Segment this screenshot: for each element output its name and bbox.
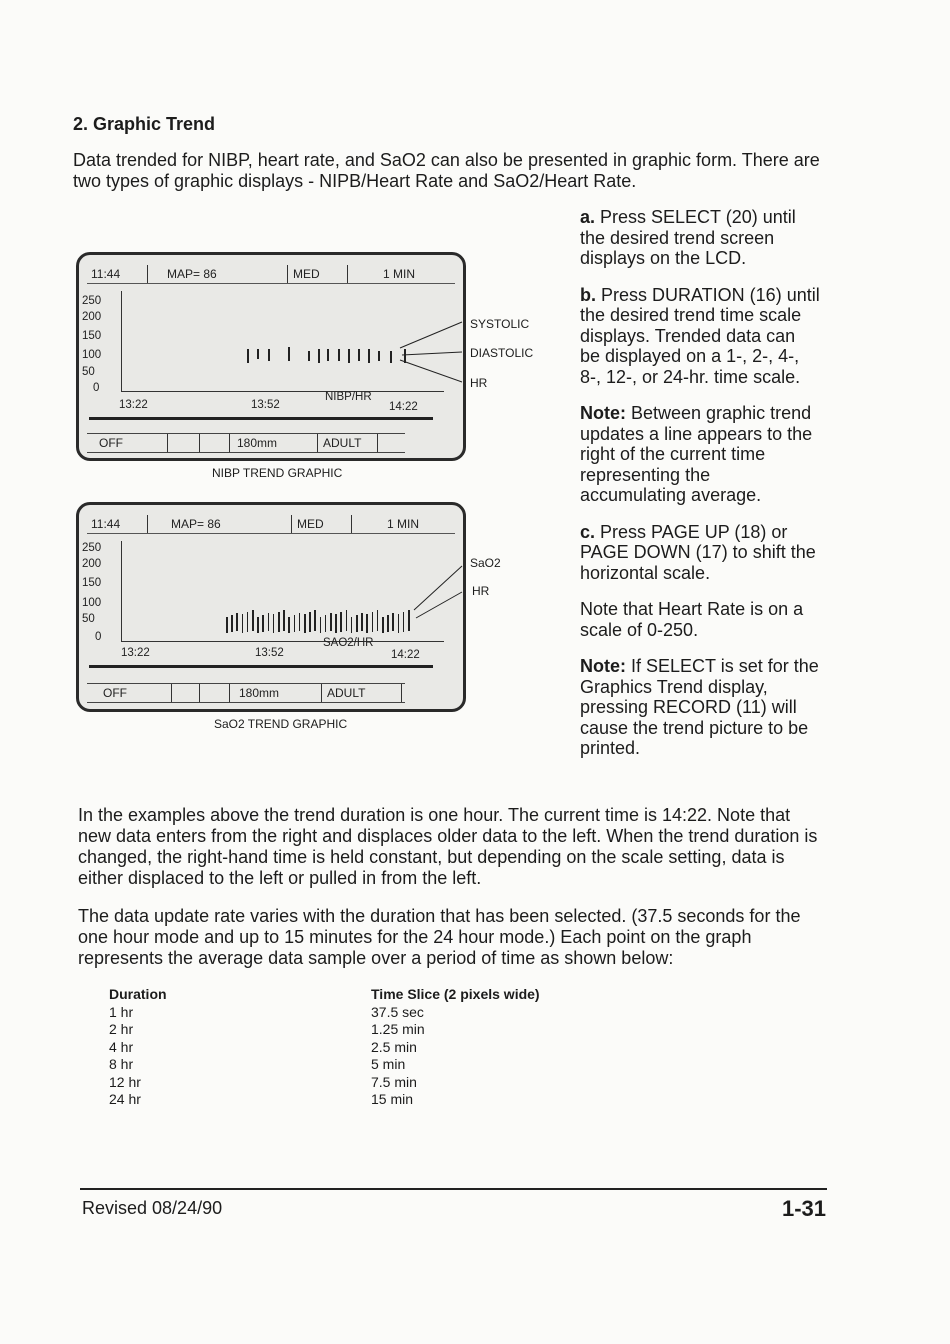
sao2-caption: SaO2 TREND GRAPHIC: [214, 717, 348, 731]
lcd-time: 11:44: [91, 517, 121, 531]
time-slice-cell: 2.5 min: [371, 1038, 417, 1055]
step-c: [580, 522, 820, 584]
time-slice-cell: 15 min: [371, 1091, 414, 1107]
trend-bar: [325, 615, 327, 632]
nibp-caption: NIBP TREND GRAPHIC: [212, 466, 343, 480]
y-label: 200: [82, 311, 102, 323]
y-label: 100: [82, 597, 102, 609]
y-label: 150: [82, 577, 102, 589]
trend-bar: [273, 614, 275, 633]
lcd-speed: MED: [297, 517, 324, 531]
lcd-footer-patient: ADULT: [323, 436, 362, 450]
note-2-label: Note:: [580, 656, 626, 676]
section-heading: 2. Graphic Trend: [73, 114, 216, 134]
trend-bar: [377, 610, 379, 631]
lcd-footer-patient: ADULT: [327, 686, 366, 700]
duration-header: Duration: [109, 986, 167, 1002]
lcd-header: [87, 265, 455, 284]
lcd-time: 11:44: [91, 267, 121, 281]
trend-bar: [231, 615, 233, 632]
step-a: [580, 207, 820, 269]
trend-bar: [372, 612, 374, 632]
step-b: [580, 285, 820, 388]
y-label: 200: [82, 558, 102, 570]
x-label: 14:22: [389, 401, 418, 413]
trend-bar: [268, 613, 270, 631]
duration-cell: 4 hr: [109, 1038, 134, 1055]
page-number: 1-31: [782, 1196, 827, 1221]
lcd-map: MAP= 86: [167, 267, 217, 281]
steps-column: [580, 207, 820, 775]
trend-bar: [330, 613, 332, 631]
duration-cell: 12 hr: [109, 1073, 141, 1090]
note-1-label: Note:: [580, 403, 626, 423]
trend-bar: [361, 613, 363, 631]
trend-bar: [346, 610, 348, 631]
duration-cell: 8 hr: [109, 1056, 134, 1072]
x-label: 13:52: [251, 399, 280, 411]
duration-column: [109, 986, 167, 1109]
note-2: [580, 656, 820, 759]
step-a-text: Press SELECT (20) until the desired trend screen displays on the LCD.: [580, 207, 796, 268]
y-label: 250: [82, 295, 102, 307]
y-label: 150: [82, 330, 102, 342]
trend-bar: [398, 614, 400, 633]
step-a-label: a.: [580, 207, 596, 227]
y-label: 0: [95, 631, 102, 643]
duration-cell: 24 hr: [109, 1091, 141, 1107]
trend-bar: [294, 615, 296, 632]
lcd-map: MAP= 86: [171, 517, 221, 531]
trend-bar: [236, 613, 238, 631]
trend-bar: [351, 617, 353, 633]
note-1: [580, 403, 820, 506]
callout-sao2: SaO2: [470, 556, 501, 570]
trend-bar: [309, 612, 311, 632]
time-slice-cell: 37.5 sec: [371, 1003, 424, 1020]
trend-bar: [257, 617, 259, 633]
step-c-text: Press PAGE UP (18) or PAGE DOWN (17) to shift the horizontal scale.: [580, 521, 816, 583]
time-slice-cell: 7.5 min: [371, 1073, 417, 1090]
lcd-footer-paper: 180mm: [239, 686, 280, 700]
trend-bar: [252, 610, 254, 631]
trend-bar: [314, 610, 316, 631]
callout-hr: HR: [470, 376, 488, 390]
lcd-interval: 1 MIN: [383, 267, 416, 281]
lcd-mode: NIBP/HR: [325, 391, 372, 403]
footer-rule: [80, 1188, 827, 1190]
time-slice-cell: 5 min: [371, 1056, 406, 1072]
x-label: 14:22: [391, 649, 420, 661]
step-b-label: b.: [580, 284, 596, 305]
trend-bar: [366, 614, 368, 633]
hr-scale-note: Note that Heart Rate is on a scale of 0-250.: [580, 599, 804, 640]
trend-bar: [247, 612, 249, 632]
y-label: 250: [82, 542, 102, 554]
time-slice-column: [371, 986, 540, 1109]
trend-bar: [288, 617, 290, 633]
trend-bar: [356, 615, 358, 632]
note-1-text: Between graphic trend updates a line appears to the right of the current time representing the accumulating average.: [580, 403, 813, 505]
trend-bar: [242, 614, 244, 633]
intro-paragraph: Data trended for NIBP, heart rate, and SaO2 can also be presented in graphic form. There are two types of graphic displays - NIPB/Heart Rate and SaO2/Heart Rate.: [73, 150, 820, 191]
update-rate-paragraph: The data update rate varies with the duration that has been selected. (37.5 seconds for the one hour mode and up to 15 minutes for the 24 hour mode.) Each point on the graph represents the average data sample over a period of time as shown below:: [78, 906, 801, 968]
trend-plot: [121, 541, 444, 642]
duration-paragraph: In the examples above the trend duration is one hour. The current time is 14:22. Note that new data enters from the right and displaces older data to the left. When the trend duration is changed, the right-hand time is held constant, but depending on the scale setting, data is either displaced to the left or pulled in from the left.: [78, 805, 818, 888]
trend-bar: [387, 615, 389, 632]
trend-bar: [262, 615, 264, 632]
trend-bar: [382, 617, 384, 633]
lcd-footer: [87, 433, 405, 453]
callout-systolic: SYSTOLIC: [470, 317, 530, 331]
revised-date: Revised 08/24/90: [82, 1198, 223, 1218]
trend-bar: [226, 617, 228, 633]
trend-bar: [320, 617, 322, 633]
trend-bar: [340, 612, 342, 632]
nibp-callout-lines: [390, 315, 470, 395]
time-slice-header: Time Slice (2 pixels wide): [371, 986, 540, 1002]
callout-diastolic: DIASTOLIC: [470, 346, 534, 360]
callout-hr: HR: [472, 584, 490, 598]
lcd-footer-paper: 180mm: [237, 436, 278, 450]
note-2-text: If SELECT is set for the Graphics Trend display, pressing RECORD (11) will cause the trend picture to be printed.: [580, 656, 819, 758]
lcd-footer-off: OFF: [103, 686, 127, 700]
trend-bar: [283, 610, 285, 631]
x-label: 13:22: [119, 399, 148, 411]
trend-bar: [335, 614, 337, 633]
y-label: 0: [93, 382, 100, 394]
lcd-speed: MED: [293, 267, 320, 281]
x-label: 13:22: [121, 647, 150, 659]
y-label: 50: [82, 366, 95, 378]
y-label: 100: [82, 349, 102, 361]
x-label: 13:52: [255, 647, 284, 659]
lcd-interval: 1 MIN: [387, 517, 420, 531]
step-c-label: c.: [580, 521, 596, 542]
time-slice-cell: 1.25 min: [371, 1021, 425, 1037]
trend-bar: [392, 613, 394, 631]
step-b-text: Press DURATION (16) until the desired trend time scale displays. Trended data can be displayed on a 1-, 2-, 4-, 8-, 12-, or 24-hr. time scale.: [580, 284, 820, 387]
trend-bar: [278, 612, 280, 632]
duration-cell: 1 hr: [109, 1003, 134, 1020]
sao2-callout-lines: [400, 560, 470, 630]
lcd-mode: SAO2/HR: [323, 637, 374, 649]
duration-cell: 2 hr: [109, 1021, 134, 1037]
lcd-footer-off: OFF: [99, 436, 123, 450]
y-label: 50: [82, 613, 95, 625]
trend-bar: [299, 613, 301, 631]
lcd-footer: [87, 683, 405, 703]
lcd-header: [87, 515, 455, 534]
trend-bar: [304, 614, 306, 633]
